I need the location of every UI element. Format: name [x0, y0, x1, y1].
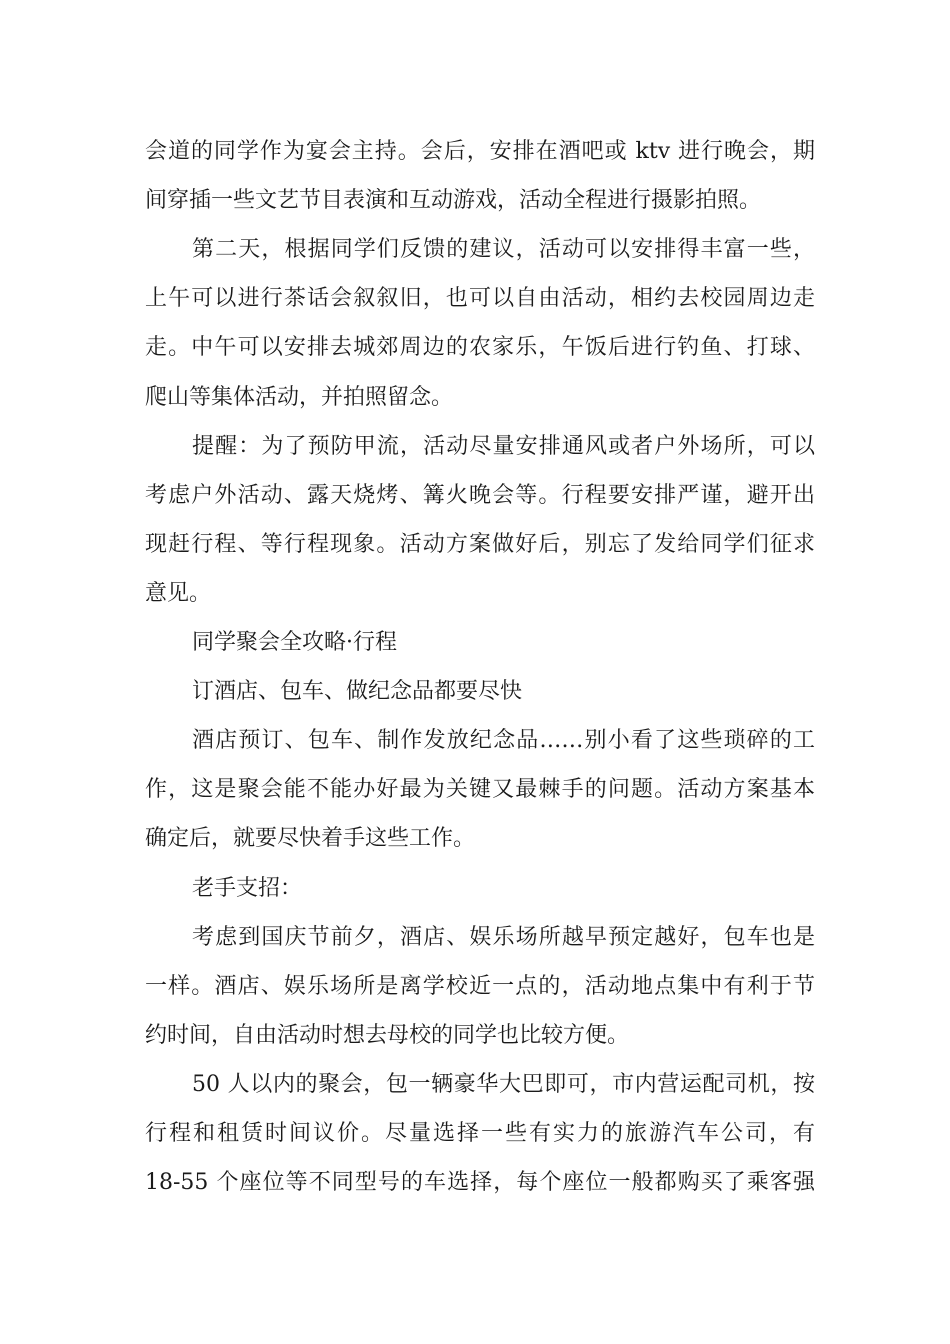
text-line: 订酒店、包车、做纪念品都要尽快: [192, 679, 523, 704]
text-line: 意见。: [145, 581, 212, 606]
text-line: 老手支招：: [192, 876, 303, 901]
text-line: 酒店预订、包车、制作发放纪念品……别小看了这些琐碎的工: [192, 728, 815, 753]
text-line: 一样。酒店、娱乐场所是离学校近一点的，活动地点集中有利于节: [145, 974, 815, 999]
text-line: 会道的同学作为宴会主持。会后，安排在酒吧或 ktv 进行晚会，期: [145, 139, 815, 164]
text-line: 爬山等集体活动，并拍照留念。: [145, 385, 454, 410]
text-line: 50 人以内的聚会，包一辆豪华大巴即可，市内营运配司机，按: [192, 1072, 815, 1097]
text-line: 考虑到国庆节前夕，酒店、娱乐场所越早预定越好，包车也是: [192, 925, 815, 950]
text-line: 考虑户外活动、露天烧烤、篝火晚会等。行程要安排严谨，避开出: [145, 483, 815, 508]
text-line: 确定后，就要尽快着手这些工作。: [145, 826, 476, 851]
text-line: 约时间，自由活动时想去母校的同学也比较方便。: [145, 1023, 630, 1048]
text-line: 间穿插一些文艺节目表演和互动游戏，活动全程进行摄影拍照。: [145, 188, 762, 213]
text-line: 行程和租赁时间议价。尽量选择一些有实力的旅游汽车公司，有: [145, 1121, 815, 1146]
text-line: 上午可以进行茶话会叙叙旧，也可以自由活动，相约去校园周边走: [145, 286, 815, 311]
text-line: 第二天，根据同学们反馈的建议，活动可以安排得丰富一些，: [192, 237, 815, 262]
text-line: 18-55 个座位等不同型号的车选择，每个座位一般都购买了乘客强: [145, 1170, 815, 1195]
text-line: 现赶行程、等行程现象。活动方案做好后，别忘了发给同学们征求: [145, 532, 815, 557]
text-line: 作，这是聚会能不能办好最为关键又最棘手的问题。活动方案基本: [145, 777, 815, 802]
text-line: 提醒：为了预防甲流，活动尽量安排通风或者户外场所，可以: [192, 434, 815, 459]
text-line: 同学聚会全攻略·行程: [192, 630, 397, 655]
text-line: 走。中午可以安排去城郊周边的农家乐，午饭后进行钓鱼、打球、: [145, 335, 815, 360]
